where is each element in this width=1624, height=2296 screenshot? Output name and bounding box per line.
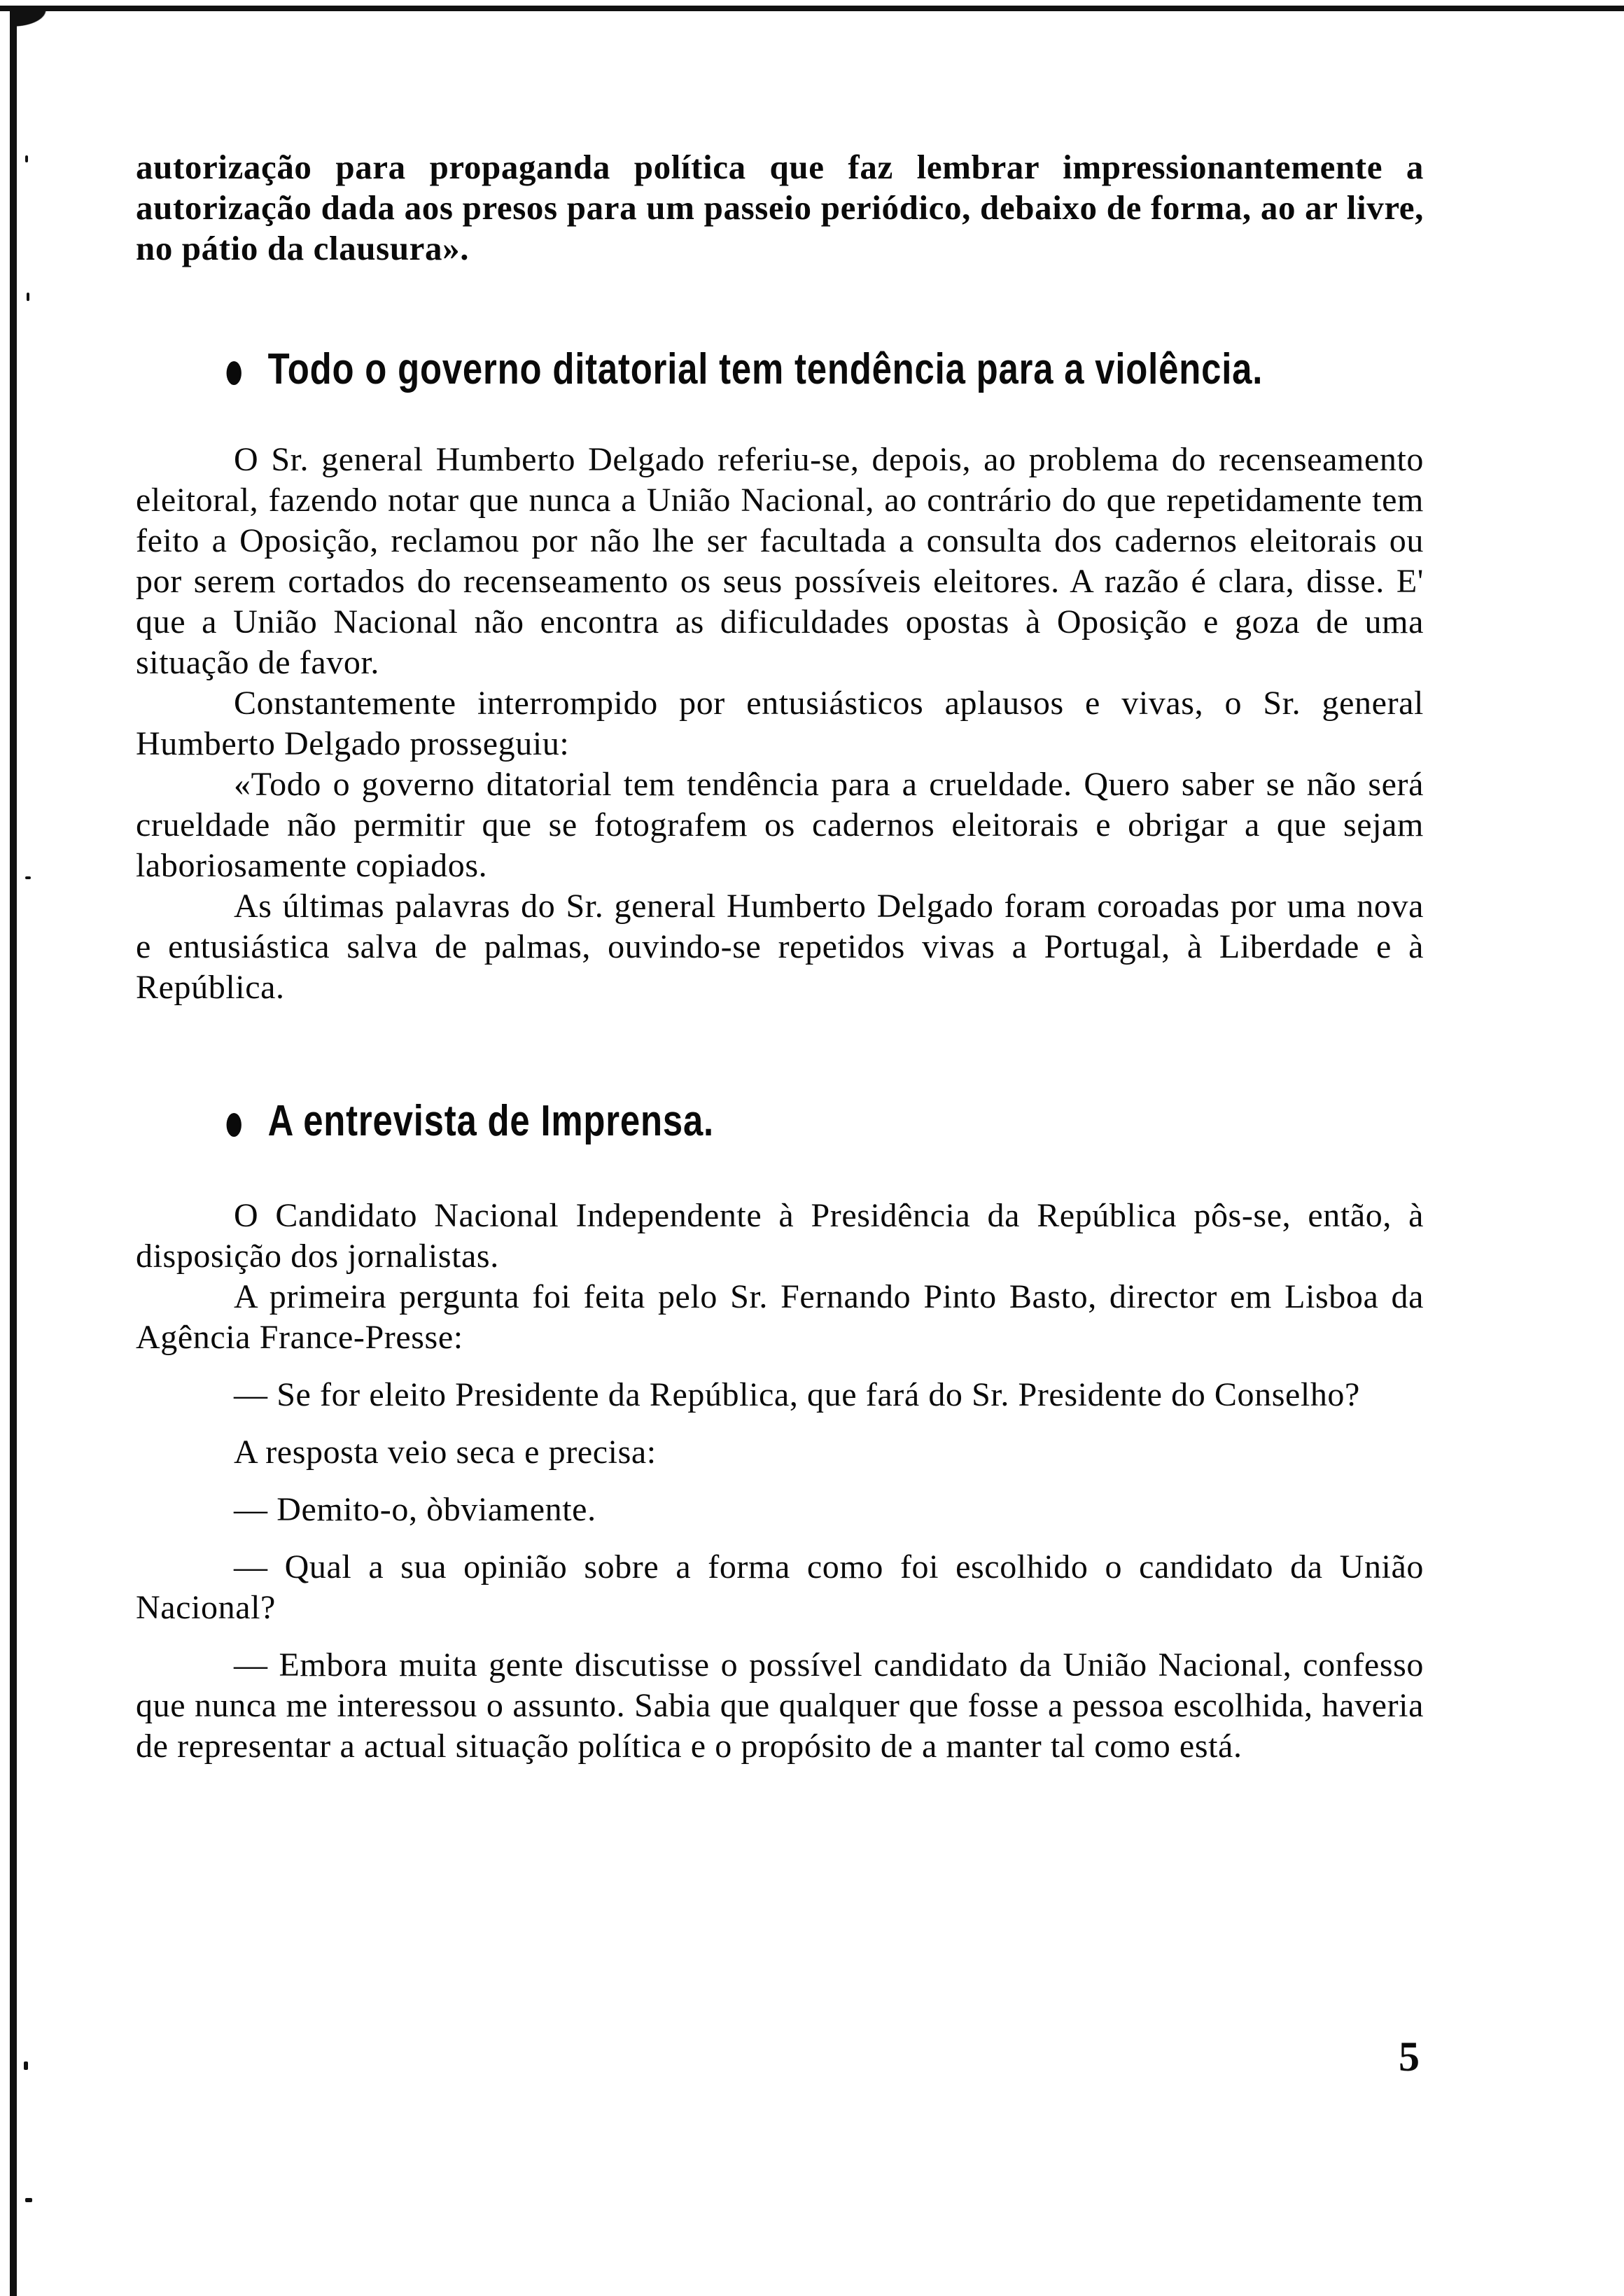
section-heading xyxy=(136,344,1513,395)
page-number: 5 xyxy=(1399,2033,1420,2080)
paragraph: As últimas palavras do Sr. general Humberto Delgado foram coroadas por uma nova e entusiástica salva de palmas, ouvindo-se repetidos vivas a Portugal, à Liberdade e à República. xyxy=(136,888,1424,1006)
section-heading-text: A entrevista de Imprensa. xyxy=(267,1097,715,1145)
section-violence xyxy=(136,344,1424,1008)
answer-paragraph: — Embora muita gente discutisse o possível candidato da União Nacional, confesso que nunca me interessou o assunto. Sabia que qualquer que fosse a pessoa escolhida, haveria de representar a actual situação política e o propósito de a manter tal como está. xyxy=(136,1646,1424,1765)
quote-paragraph: «Todo o governo ditatorial tem tendência para a crueldade. Quero saber se não será crueldade não permitir que se fotografem os cadernos eleitorais e obrigar a que sejam laboriosamente copiados. xyxy=(136,766,1424,884)
question-paragraph: — Qual a sua opinião sobre a forma como foi escolhido o candidato da União Nacional? xyxy=(136,1548,1424,1626)
intro-paragraph: autorização para propaganda política que faz lembrar impressionantemente a autorização dada aos presos para um passeio periódico, debaixo de forma, ao ar livre, no pátio da clausura». xyxy=(136,148,1424,267)
scan-speck xyxy=(25,155,28,162)
scan-speck xyxy=(24,2062,28,2070)
section-heading xyxy=(136,1096,1513,1147)
scan-speck xyxy=(25,876,31,879)
paragraph: O Candidato Nacional Independente à Presidência da República pôs-se, então, à disposição dos jornalistas. xyxy=(136,1197,1424,1275)
question-paragraph: — Se for eleito Presidente da República, que fará do Sr. Presidente do Conselho? xyxy=(234,1376,1360,1413)
bullet-icon xyxy=(227,361,241,385)
section-heading-text: Todo o governo ditatorial tem tendência para a violência. xyxy=(267,345,1264,393)
scan-corner-shadow xyxy=(13,10,55,31)
bullet-icon xyxy=(227,1113,241,1137)
paragraph: A primeira pergunta foi feita pelo Sr. Fernando Pinto Basto, director em Lisboa da Agência France-Presse: xyxy=(136,1278,1424,1356)
document-page xyxy=(136,147,1424,1767)
answer-paragraph: — Demito-o, òbviamente. xyxy=(234,1491,596,1528)
section-press-interview xyxy=(136,1096,1424,1767)
scan-speck xyxy=(27,293,29,301)
scan-edge-top xyxy=(0,6,1624,11)
scan-speck xyxy=(25,2198,32,2202)
paragraph: O Sr. general Humberto Delgado referiu-se, depois, ao problema do recenseamento eleitoral, fazendo notar que nunca a União Nacional, ao contrário do que repetidamente tem feito a Oposição, reclamou por não lhe ser facultada a consulta dos cadernos eleitorais ou por serem cortados do recenseamento os seus possíveis eleitores. A razão é clara, disse. E' que a União Nacional não encontra as dificuldades opostas à Oposição e goza de uma situação de favor. xyxy=(136,441,1424,681)
paragraph: A resposta veio seca e precisa: xyxy=(234,1434,657,1471)
scan-edge-left xyxy=(10,6,17,2296)
paragraph: Constantemente interrompido por entusiásticos aplausos e vivas, o Sr. general Humberto Delgado prosseguiu: xyxy=(136,685,1424,762)
